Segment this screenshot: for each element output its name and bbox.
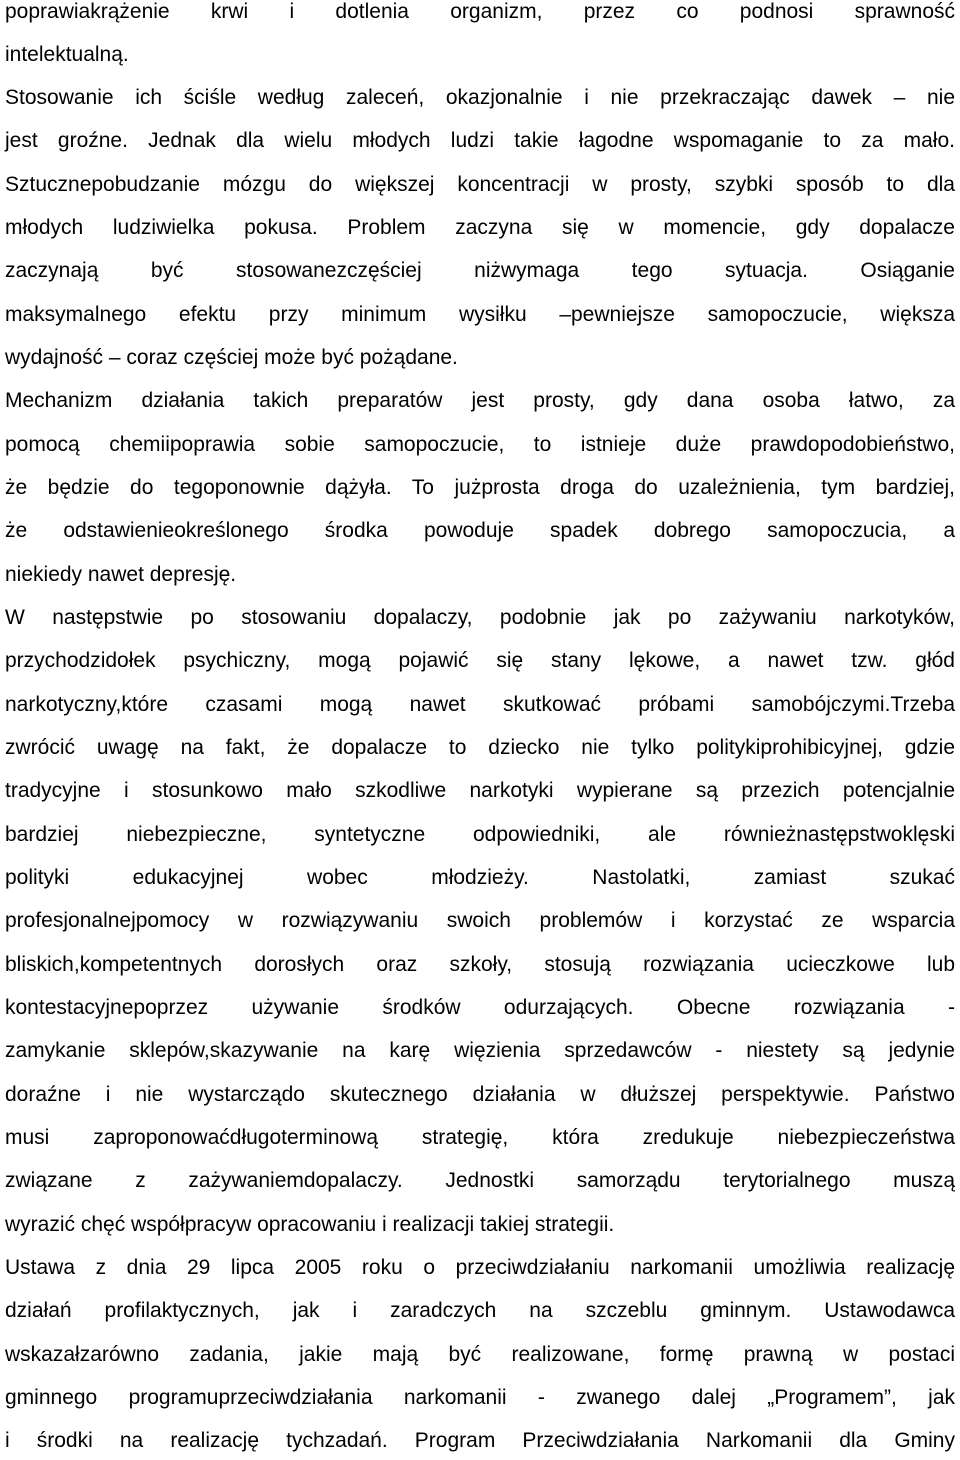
text-line: narkotyczny,które czasami mogą nawet skutkować próbami samobójczymi.Trzeba (5, 693, 955, 716)
text-line: musi zaproponowaćdługoterminową strategię, która zredukuje niebezpieczeństwa (5, 1126, 955, 1149)
text-line: Stosowanie ich ściśle według zaleceń, okazjonalnie i nie przekraczając dawek – nie (5, 86, 955, 109)
text-line: i środki na realizację tychzadań. Program Przeciwdziałania Narkomanii dla Gminy (5, 1429, 955, 1452)
text-line: intelektualną. (5, 43, 129, 66)
text-line: niekiedy nawet depresję. (5, 563, 237, 586)
text-line: wyrazić chęć współpracyw opracowaniu i realizacji takiej strategii. (5, 1213, 615, 1236)
text-line: tradycyjne i stosunkowo mało szkodliwe narkotyki wypierane są przezich potencjalnie (5, 779, 955, 802)
text-line: Mechanizm działania takich preparatów jest prosty, gdy dana osoba łatwo, za (5, 389, 955, 412)
text-line: bardziej niebezpieczne, syntetyczne odpowiedniki, ale równieżnastępstwoklęski (5, 823, 955, 846)
text-line: młodych ludziwielka pokusa. Problem zaczyna się w momencie, gdy dopalacze (5, 216, 955, 239)
text-line: profesjonalnejpomocy w rozwiązywaniu swoich problemów i korzystać ze wsparcia (5, 909, 955, 932)
text-line: wskazałzarówno zadania, jakie mają być realizowane, formę prawną w postaci (5, 1343, 955, 1366)
text-line: poprawiakrążenie krwi i dotlenia organizm, przez co podnosi sprawność (5, 0, 955, 23)
text-line: że odstawienieokreślonego środka powoduje spadek dobrego samopoczucia, a (5, 519, 955, 542)
text-line: przychodzidołek psychiczny, mogą pojawić się stany lękowe, a nawet tzw. głód (5, 649, 955, 672)
text-line: polityki edukacyjnej wobec młodzieży. Nastolatki, zamiast szukać (5, 866, 955, 889)
text-line: wydajność – coraz częściej może być pożądane. (5, 346, 458, 369)
text-line: gminnego programuprzeciwdziałania narkomanii - zwanego dalej „Programem”, jak (5, 1386, 955, 1409)
text-line: Ustawa z dnia 29 lipca 2005 roku o przeciwdziałaniu narkomanii umożliwia realizację (5, 1256, 955, 1279)
text-line: W następstwie po stosowaniu dopalaczy, podobnie jak po zażywaniu narkotyków, (5, 606, 955, 629)
text-line: działań profilaktycznych, jak i zaradczych na szczeblu gminnym. Ustawodawca (5, 1299, 955, 1322)
text-line: jest groźne. Jednak dla wielu młodych ludzi takie łagodne wspomaganie to za mało. (5, 129, 955, 152)
text-line: że będzie do tegoponownie dążyła. To jużprosta droga do uzależnienia, tym bardziej, (5, 476, 955, 499)
text-line: zamykanie sklepów,skazywanie na karę więzienia sprzedawców - niestety są jedynie (5, 1039, 955, 1062)
text-line: związane z zażywaniemdopalaczy. Jednostki samorządu terytorialnego muszą (5, 1169, 955, 1192)
text-line: kontestacyjnepoprzez używanie środków odurzających. Obecne rozwiązania - (5, 996, 955, 1019)
text-line: bliskich,kompetentnych dorosłych oraz szkoły, stosują rozwiązania ucieczkowe lub (5, 953, 955, 976)
text-line: zwrócić uwagę na fakt, że dopalacze to dziecko nie tylko politykiprohibicyjnej, gdzie (5, 736, 955, 759)
text-line: pomocą chemiipoprawia sobie samopoczucie, to istnieje duże prawdopodobieństwo, (5, 433, 955, 456)
text-line: doraźne i nie wystarcządo skutecznego działania w dłuższej perspektywie. Państwo (5, 1083, 955, 1106)
text-line: zaczynają być stosowanezczęściej niżwymaga tego sytuacja. Osiąganie (5, 259, 955, 282)
text-line: maksymalnego efektu przy minimum wysiłku –pewniejsze samopoczucie, większa (5, 303, 955, 326)
text-line: Sztucznepobudzanie mózgu do większej koncentracji w prosty, szybki sposób to dla (5, 173, 955, 196)
